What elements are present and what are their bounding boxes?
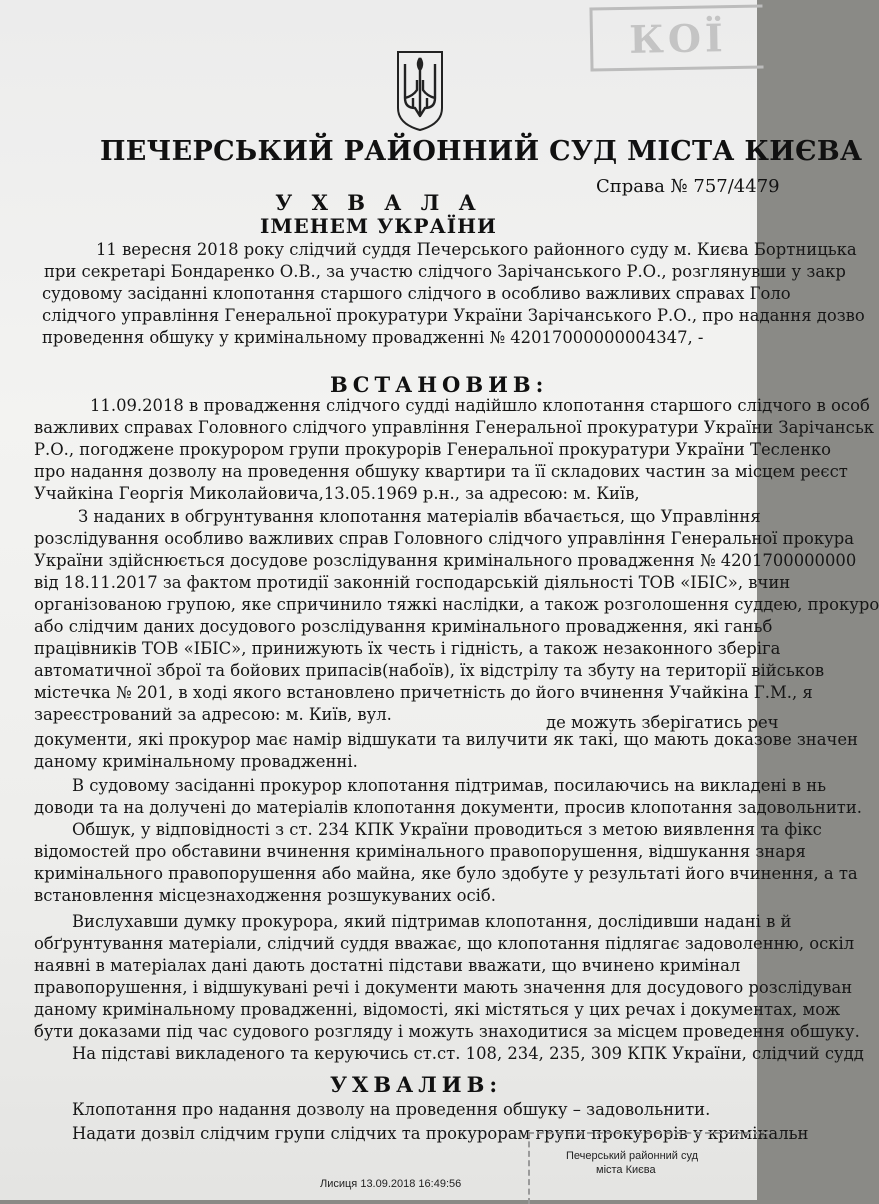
corner-stamp: [589, 4, 763, 71]
body-line: даному кримінальному провадженні, відомості, які містяться у цих речах і документах, мож: [34, 1000, 841, 1019]
intro-line: проведення обшуку у кримінальному провадженні № 42017000000004347, -: [42, 328, 704, 347]
body-line: 11.09.2018 в провадження слідчого судді надійшло клопотання старшого слідчого в особ: [90, 396, 870, 415]
body-line: відомостей про обставини вчинення кримінального правопорушення, відшукання знаря: [34, 842, 806, 861]
case-number: Справа № 757/4479: [596, 176, 780, 197]
body-line: кримінального правопорушення або майна, яке було здобуте у результаті його вчинення, а та: [34, 864, 858, 883]
body-line: містечка № 201, в ході якого встановлено причетність до його вчинення Учайкіна Г.М., я: [34, 683, 813, 702]
body-line: наявні в матеріалах дані дають достатні підстави вважати, що вчинено кримінал: [34, 956, 741, 975]
body-line: бути доказами під час судового розгляду і можуть знаходитися за місцем проведення обшуку.: [34, 1022, 860, 1041]
body-line: Учайкіна Георгія Миколайовича,13.05.1969 р.н., за адресою: м. Київ,: [34, 484, 640, 503]
document-subtitle: ІМЕНЕМ УКРАЇНИ: [260, 214, 497, 238]
ruling-line: Клопотання про надання дозволу на проведення обшуку – задовольнити.: [72, 1100, 711, 1119]
body-line: працівників ТОВ «ІБІС», принижують їх честь і гідність, а також незаконного зберіга: [34, 639, 781, 658]
section-heading-ruled: УХВАЛИВ:: [330, 1072, 503, 1097]
footer-court-line2: міста Києва: [596, 1164, 656, 1176]
body-line: даному кримінальному провадженні.: [34, 752, 358, 771]
body-line: важливих справах Головного слідчого управління Генеральної прокуратури України Зарічанськ: [34, 418, 874, 437]
body-line: В судовому засіданні прокурор клопотання підтримав, посилаючись на викладені в нь: [72, 776, 827, 795]
body-line: Вислухавши думку прокурора, який підтримав клопотання, дослідивши надані в й: [72, 912, 792, 931]
body-line: обґрунтування матеріали, слідчий суддя вважає, що клопотання підлягає задоволенню, оскіл: [34, 934, 855, 953]
body-line: або слідчим даних досудового розслідування кримінального провадження, які ганьб: [34, 617, 773, 636]
body-line: автоматичної зброї та бойових припасів(набоїв), їх відстрілу та збуту на території військов: [34, 661, 825, 680]
intro-line: судовому засіданні клопотання старшого слідчого в особливо важливих справах Голо: [42, 284, 791, 303]
corner-stamp-text: КОЇ: [628, 14, 728, 62]
footer-court-line1: Печерський районний суд: [566, 1150, 699, 1162]
body-line: З наданих в обгрунтування клопотання матеріалів вбачається, що Управління: [78, 507, 761, 526]
ruling-line: Надати дозвіл слідчим групи слідчих та прокурорам групи прокурорів у кримінальн: [72, 1124, 809, 1143]
signature-timestamp: Лисиця 13.09.2018 16:49:56: [320, 1178, 462, 1190]
body-line: доводи та на долучені до матеріалів клопотання документи, просив клопотання задовольнити.: [34, 798, 862, 817]
body-line: України здійснюється досудове розслідування кримінального провадження № 4201700000000: [34, 551, 857, 570]
court-name: ПЕЧЕРСЬКИЙ РАЙОННИЙ СУД МІСТА КИЄВА: [100, 136, 863, 167]
body-line: розслідування особливо важливих справ Головного слідчого управління Генеральної прокура: [34, 529, 855, 548]
body-line: Р.О., погоджене прокурором групи прокурорів Генеральної прокуратури України Тесленко: [34, 440, 832, 459]
body-line: документи, які прокурор має намір відшукати та вилучити як такі, що мають доказове значен: [34, 730, 858, 749]
body-line: На підставі викладеного та керуючись ст.ст. 108, 234, 235, 309 КПК України, слідчий судд: [72, 1044, 864, 1063]
body-line: організованою групою, яке спричинило тяжкі наслідки, а також розголошення суддею, прокуро: [34, 595, 879, 614]
body-line: правопорушення, і відшукувані речі і документи мають значення для досудового розслідуван: [34, 978, 853, 997]
intro-line: при секретарі Бондаренко О.В., за участю слідчого Зарічанського Р.О., розглянувши у закр: [44, 262, 846, 281]
document-title: У Х В А Л А: [275, 190, 482, 215]
section-heading-established: ВСТАНОВИВ:: [330, 372, 549, 397]
intro-line: 11 вересня 2018 року слідчий суддя Печерського районного суду м. Києва Бортницька: [96, 240, 857, 259]
body-line: від 18.11.2017 за фактом протидії законній господарській діяльності ТОВ «ІБІС», вчин: [34, 573, 791, 592]
trident-emblem-icon: [395, 50, 445, 132]
body-line: про надання дозволу на проведення обшуку квартири та її складових частин за місцем реєст: [34, 462, 848, 481]
intro-line: слідчого управління Генеральної прокуратури України Зарічанського Р.О., про надання дозво: [42, 306, 865, 325]
body-line: де можуть зберігатись реч: [546, 713, 779, 732]
body-line: Обшук, у відповідності з ст. 234 КПК України проводиться з метою виявлення та фікс: [72, 820, 822, 839]
body-line: зареєстрований за адресою: м. Київ, вул.: [34, 705, 392, 724]
body-line: встановлення місцезнаходження розшукуваних осіб.: [34, 886, 496, 905]
